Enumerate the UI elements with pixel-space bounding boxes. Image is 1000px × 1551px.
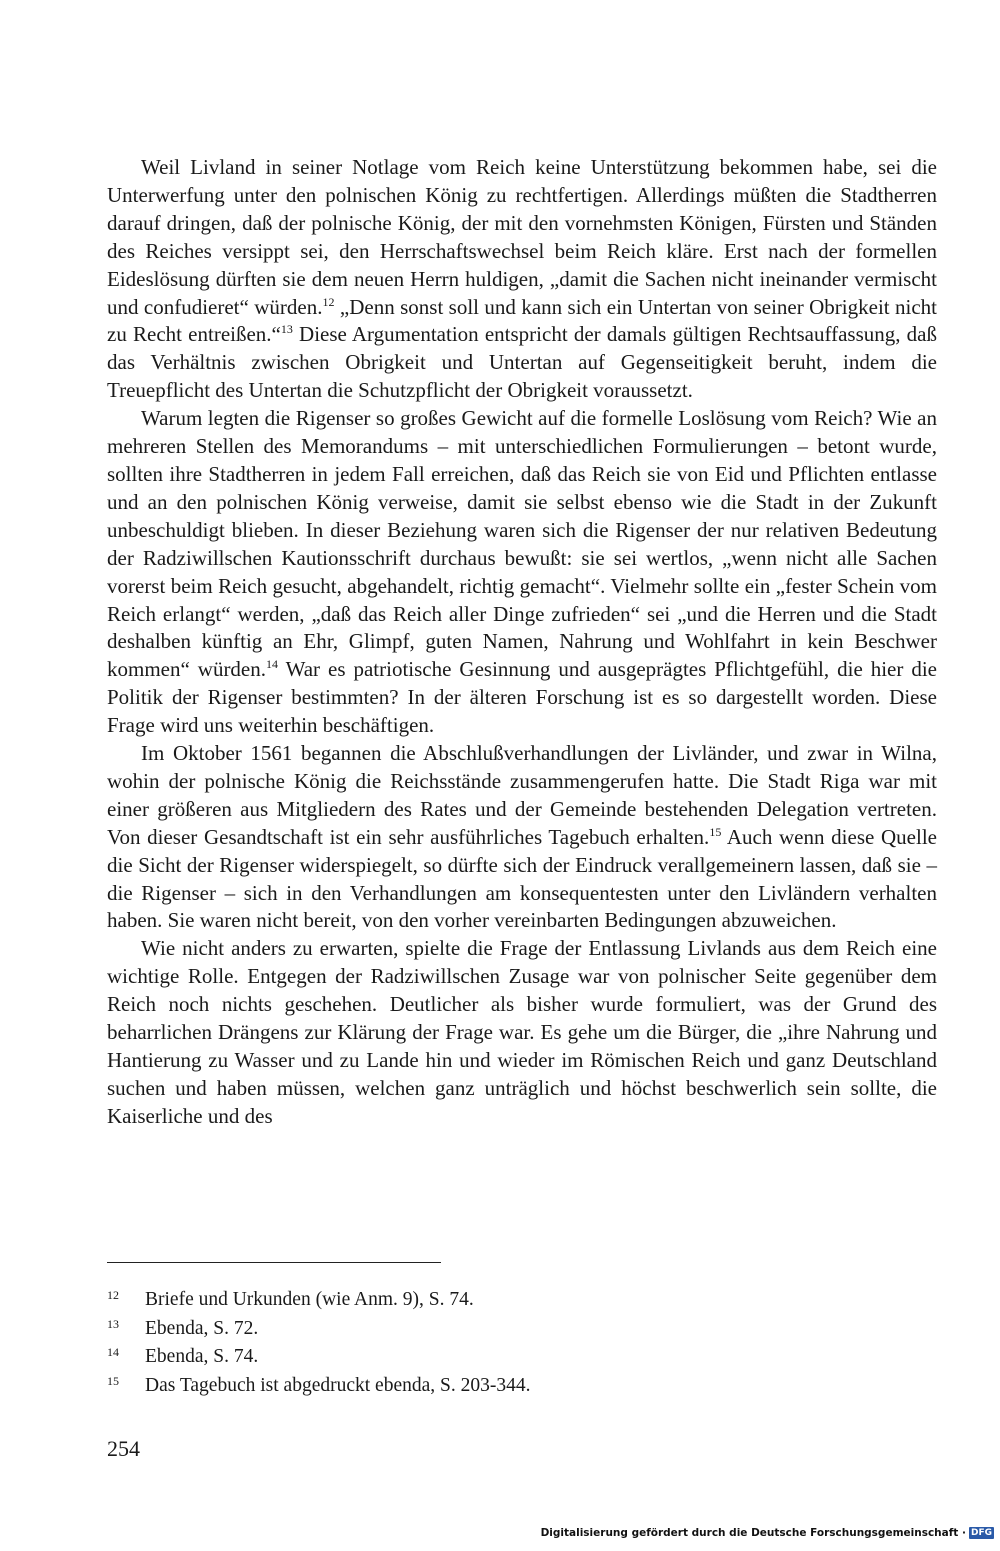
footnote-marker: 12 <box>322 294 335 309</box>
footnote-text: Briefe und Urkunden (wie Anm. 9), S. 74. <box>145 1289 474 1310</box>
footnote-number: 12 <box>107 1288 119 1302</box>
paragraph <box>107 154 937 405</box>
footnote <box>107 1372 937 1401</box>
paragraph-text: Auch wenn diese Quelle die Sicht der Rigenser widerspiegelt, so dürfte sich der Eindruck verallgemeinern lassen, daß sie – die Rigenser – sich in den Verhandlungen am konsequentesten unter den Livländern verhalten haben. Sie waren nicht bereit, von den vorher vereinbarten Bedingungen abzuweichen. <box>107 824 937 933</box>
footnote-marker: 15 <box>709 824 722 839</box>
footnote-number: 14 <box>107 1345 119 1359</box>
paragraph-text: Diese Argumentation entspricht der damals gültigen Rechtsauffassung, daß das Verhältnis zwischen Obrigkeit und Untertan auf Gegenseitigkeit beruht, indem die Treuepflicht des Untertan die Schutzpflicht der Obrigkeit voraussetzt. <box>107 322 938 403</box>
paragraph <box>107 740 937 935</box>
footnote-text: Das Tagebuch ist abgedruckt ebenda, S. 203-344. <box>145 1374 531 1396</box>
footnote <box>107 1343 937 1372</box>
paragraph-text: Wie nicht anders zu erwarten, spielte die Frage der Entlassung Livlands aus dem Reich eine wichtige Rolle. Entgegen der Radziwillschen Zusage war von polnischer Seite gegenüber dem Reich noch nichts geschehen. Deutlicher als bisher wurde formuliert, was der Grund des beharrlichen Drängens zur Klärung der Frage war. Es gehe um die Bürger, die „ihre Nahrung und Hantierung zu Wasser und zu Lande hin und wieder im Römischen Reich und ganz Deutschland suchen und haben müssen, welchen ganz unträglich und höchst beschwerlich sein sollte, die Kaiserliche und des <box>107 936 937 1128</box>
paragraph-text: War es patriotische Gesinnung und ausgeprägtes Pflichtgefühl, die hier die Politik der Rigenser bestimmten? In der älteren Forschung ist es so dargestellt worden. Diese Frage wird uns weiterhin beschäftigen. <box>107 657 937 738</box>
footnote-text: Ebenda, S. 74. <box>145 1346 259 1367</box>
footnotes <box>107 1286 937 1400</box>
credit-text: Digitalisierung gefördert durch die Deutsche Forschungsgemeinschaft · <box>540 1527 966 1539</box>
paragraph <box>107 405 937 740</box>
footnote <box>107 1286 937 1315</box>
paragraph <box>107 935 937 1130</box>
paragraph-text: „Denn sonst soll und kann sich ein Untertan von seiner Obrigkeit nicht zu Recht entreißen.“ <box>107 294 938 347</box>
footnote-number: 13 <box>107 1316 119 1331</box>
footnote-marker: 13 <box>280 322 293 337</box>
footnote-text: Ebenda, S. 72. <box>145 1317 259 1339</box>
footnote <box>107 1315 937 1344</box>
footnote-number: 15 <box>107 1373 119 1388</box>
paragraph-text: Im Oktober 1561 begannen die Abschlußverhandlungen der Livländer, und zwar in Wilna, wohin der polnische König die Reichsstände zusammengerufen hatte. Die Stadt Riga war mit einer größeren aus Mitgliedern des Rates und der Gemeinde bestehenden Delegation vertreten. Von dieser Gesandtschaft ist ein sehr ausführliches Tagebuch erhalten. <box>107 741 937 849</box>
dfg-logo: DFG <box>970 1528 992 1538</box>
footnote-divider <box>107 1262 441 1263</box>
paragraph-text: Weil Livland in seiner Notlage vom Reich keine Unterstützung bekommen habe, sei die Unterwerfung unter den polnischen König zu rechtfertigen. Allerdings müßten die Stadtherren darauf dringen, daß der polnische König, der mit den vornehmsten Königen, Fürsten und Ständen des Reiches versippt sei, den Herrschaftswechsel beim Reich kläre. Erst nach der formellen Eideslösung dürften sie dem neuen Herrn huldigen, „damit die Sachen nicht ineinander vermischt und confudieret“ würden. <box>107 155 937 319</box>
footnote-marker: 14 <box>266 657 279 672</box>
page-number: 254 <box>107 1436 140 1461</box>
digitization-credit <box>541 1527 994 1539</box>
paragraph-text: Warum legten die Rigenser so großes Gewicht auf die formelle Loslösung vom Reich? Wie an mehreren Stellen des Memorandums – mit unterschiedlichen Formulierungen – betont wurde, sollten ihre Stadtherren in jedem Fall erreichen, daß das Reich sie von Eid und Pflichten entlasse und an den polnischen König verweise, damit sie selbst ebenso wie die Stadt in der Zukunft unbeschuldigt blieben. In dieser Beziehung waren sich die Rigenser der nur relativen Bedeutung der Radziwillschen Kautionsschrift durchaus bewußt: sie sei wertlos, „wenn nicht alle Sachen vorerst beim Reich gesucht, abgehandelt, richtig gemacht“. Vielmehr sollte ein „fester Schein vom Reich erlangt“ werden, „daß das Reich aller Dinge zufrieden“ sei „und die Herren und die Stadt deshalben künftig an Ehr, Glimpf, guten Namen, Nahrung und Wohlfahrt in kein Beschwer kommen“ würden. <box>107 406 937 682</box>
body-text <box>107 154 937 1131</box>
